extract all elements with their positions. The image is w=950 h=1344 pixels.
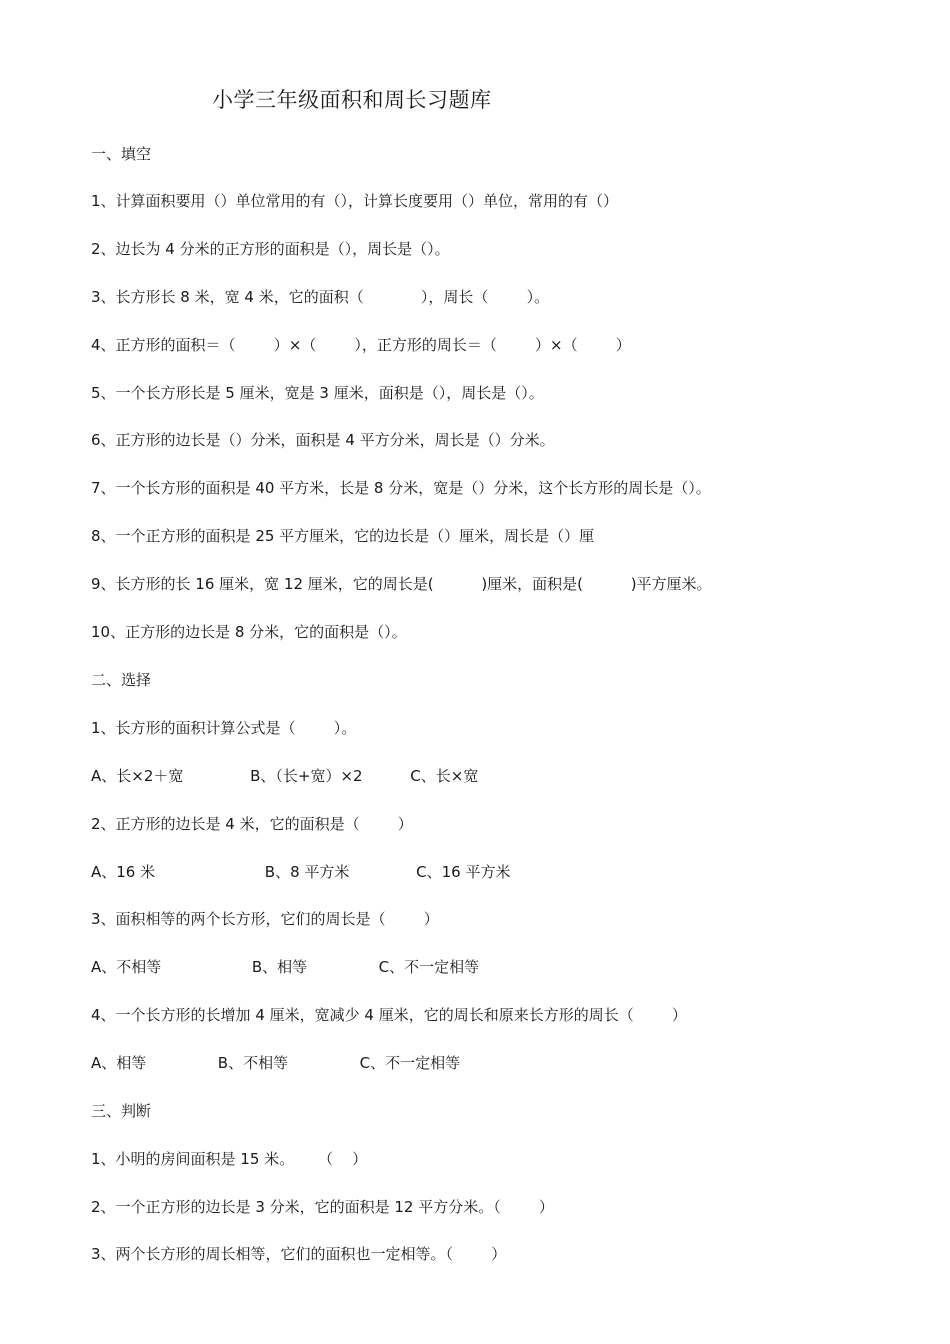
options-choice-4: A、相等 B、不相等 C、不一定相等 <box>91 1054 461 1072</box>
question-fill-4: 4、正方形的面积＝（ ）×（ ），正方形的周长＝（ ）×（ ） <box>91 336 631 354</box>
options-choice-2: A、16 米 B、8 平方米 C、16 平方米 <box>91 863 511 881</box>
question-judge-2: 2、一个正方形的边长是 3 分米，它的面积是 12 平方分米。（ ） <box>91 1198 554 1216</box>
question-fill-8: 8、一个正方形的面积是 25 平方厘米，它的边长是（）厘米，周长是（）厘 <box>91 527 595 545</box>
question-choice-2: 2、正方形的边长是 4 米，它的面积是（ ） <box>91 815 413 833</box>
section-heading-judge: 三、判断 <box>91 1102 152 1120</box>
question-fill-5: 5、一个长方形长是 5 厘米，宽是 3 厘米，面积是（），周长是（）。 <box>91 384 544 402</box>
options-choice-3: A、不相等 B、相等 C、不一定相等 <box>91 958 480 976</box>
section-heading-fill: 一、填空 <box>91 145 152 163</box>
question-choice-3: 3、面积相等的两个长方形，它们的周长是（ ） <box>91 910 439 928</box>
question-fill-9: 9、长方形的长 16 厘米，宽 12 厘米，它的周长是( )厘米，面积是( )平方厘米。 <box>91 575 712 593</box>
section-heading-choice: 二、选择 <box>91 671 152 689</box>
question-fill-2: 2、边长为 4 分米的正方形的面积是（），周长是（）。 <box>91 240 450 258</box>
question-fill-10: 10、正方形的边长是 8 分米，它的面积是（）。 <box>91 623 407 641</box>
question-fill-3: 3、长方形长 8 米，宽 4 米，它的面积（ ），周长（ ）。 <box>91 288 550 306</box>
question-fill-7: 7、一个长方形的面积是 40 平方米，长是 8 分米，宽是（）分米，这个长方形的周长是（）。 <box>91 479 711 497</box>
question-fill-1: 1、计算面积要用（）单位常用的有（），计算长度要用（）单位，常用的有（） <box>91 192 619 210</box>
question-choice-1: 1、长方形的面积计算公式是（ ）。 <box>91 719 357 737</box>
question-judge-3: 3、两个长方形的周长相等，它们的面积也一定相等。（ ） <box>91 1245 507 1263</box>
question-judge-1: 1、小明的房间面积是 15 米。 （ ） <box>91 1150 368 1168</box>
document-title: 小学三年级面积和周长习题库 <box>212 88 492 112</box>
question-fill-6: 6、正方形的边长是（）分米，面积是 4 平方分米，周长是（）分米。 <box>91 431 555 449</box>
options-choice-1: A、长×2＋宽 B、（长+宽）×2 C、长×宽 <box>91 767 479 785</box>
question-choice-4: 4、一个长方形的长增加 4 厘米，宽减少 4 厘米，它的周长和原来长方形的周长（ ） <box>91 1006 687 1024</box>
